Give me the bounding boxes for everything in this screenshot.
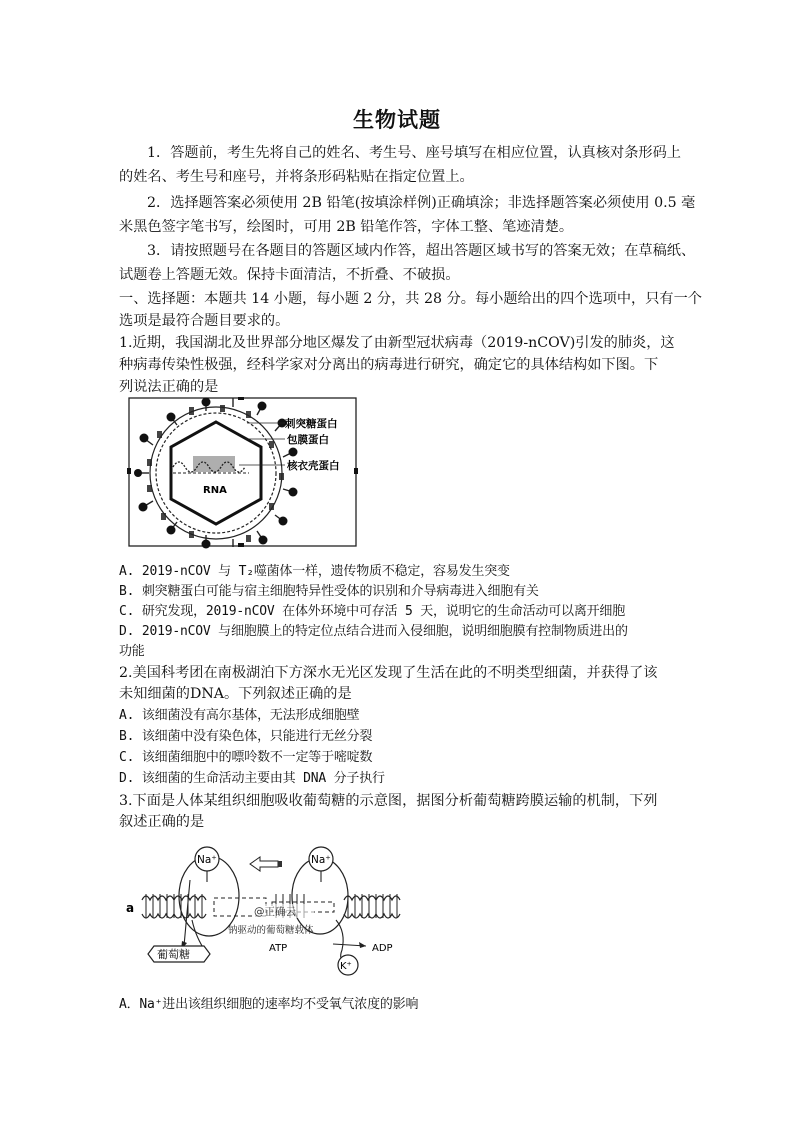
instruction-1-line-1: 1．答题前，考生先将自己的姓名、考生号、座号填写在相应位置，认真核对条形码上 xyxy=(147,145,681,161)
spike-protein-label: 刺突糖蛋白 xyxy=(285,418,338,430)
q2-option-b: B. 该细菌中没有染色体，只能进行无丝分裂 xyxy=(119,729,373,744)
q1-option-c: C. 研究发现，2019-nCOV 在体外环境中可存活 5 天，说明它的生命活动可以离开细胞 xyxy=(119,604,626,619)
q3-option-a: A．Na⁺进出该组织细胞的速率均不受氧气浓度的影响 xyxy=(119,997,419,1012)
instruction-3-line-2: 试题卷上答题无效。保持卡面清洁，不折叠、不破损。 xyxy=(119,267,460,283)
q1-stem-line-3: 列说法正确的是 xyxy=(119,379,219,395)
k-label: K⁺ xyxy=(340,961,352,972)
page-title: 生物试题 xyxy=(353,107,441,132)
rna-label: RNA xyxy=(203,485,227,496)
q2-option-d: D. 该细菌的生命活动主要由其 DNA 分子执行 xyxy=(119,771,385,786)
glucose-transport-figure xyxy=(126,842,416,980)
na-right-label: Na⁺ xyxy=(311,854,331,866)
q1-option-d: D. 2019-nCOV 与细胞膜上的特定位点结合进而入侵细胞，说明细胞膜有控制物质进出的 xyxy=(119,624,628,639)
adp-label: ADP xyxy=(372,943,393,954)
q1-option-b: B. 刺突糖蛋白可能与宿主细胞特异性受体的识别和介导病毒进入细胞有关 xyxy=(119,584,539,599)
q2-option-c: C. 该细菌细胞中的嘌呤数不一定等于嘧啶数 xyxy=(119,750,373,765)
q3-stem-line-1: 3.下面是人体某组织细胞吸收葡萄糖的示意图，据图分析葡萄糖跨膜运输的机制，下列 xyxy=(119,793,658,809)
glucose-label: 葡萄糖 xyxy=(157,948,190,961)
instruction-3-line-1: 3．请按照题号在各题目的答题区域内作答，超出答题区域书写的答案无效；在草稿纸、 xyxy=(147,243,696,259)
q1-stem-line-1: 1.近期，我国湖北及世界部分地区爆发了由新型冠状病毒（2019-nCOV)引发的肺炎，这 xyxy=(119,335,675,351)
carrier-label: 钠驱动的葡萄糖载体 xyxy=(228,925,314,936)
instruction-1-line-2: 的姓名、考生号和座号，并将条形码粘贴在指定位置上。 xyxy=(119,169,474,185)
atp-label: ATP xyxy=(269,943,288,954)
q1-option-d-cont: 功能 xyxy=(119,644,145,659)
q3-stem-line-2: 叙述正确的是 xyxy=(119,814,205,830)
watermark-label: @正确云 xyxy=(254,906,296,918)
arrow-left-icon xyxy=(250,857,282,871)
virus-structure-figure xyxy=(127,397,362,550)
capsid-protein-label: 核衣壳蛋白 xyxy=(287,460,340,472)
section-heading-line-1: 一、选择题：本题共 14 小题，每小题 2 分，共 28 分。每小题给出的四个选项中，只有一个 xyxy=(119,291,702,307)
q1-option-a: A. 2019-nCOV 与 T₂噬菌体一样，遗传物质不稳定，容易发生突变 xyxy=(119,564,510,579)
section-heading-line-2: 选项是最符合题目要求的。 xyxy=(119,313,290,329)
q2-stem-line-1: 2.美国科考团在南极湖泊下方深水无光区发现了生活在此的不明类型细菌，并获得了该 xyxy=(119,665,658,681)
q2-option-a: A. 该细菌没有高尔基体，无法形成细胞壁 xyxy=(119,708,360,723)
instruction-2-line-2: 米黑色签字笔书写，绘图时，可用 2B 铅笔作答，字体工整、笔迹清楚。 xyxy=(119,219,574,235)
na-left-label: Na⁺ xyxy=(197,854,217,866)
q1-stem-line-2: 种病毒传染性极强，经科学家对分离出的病毒进行研究，确定它的具体结构如下图。下 xyxy=(119,357,659,373)
q2-stem-line-2: 未知细菌的DNA。下列叙述正确的是 xyxy=(119,686,352,702)
instruction-2-line-1: 2．选择题答案必须使用 2B 铅笔(按填涂样例)正确填涂；非选择题答案必须使用 0.5 毫 xyxy=(147,195,696,211)
envelope-protein-label: 包膜蛋白 xyxy=(287,434,329,446)
membrane-a-label: a xyxy=(126,901,135,915)
